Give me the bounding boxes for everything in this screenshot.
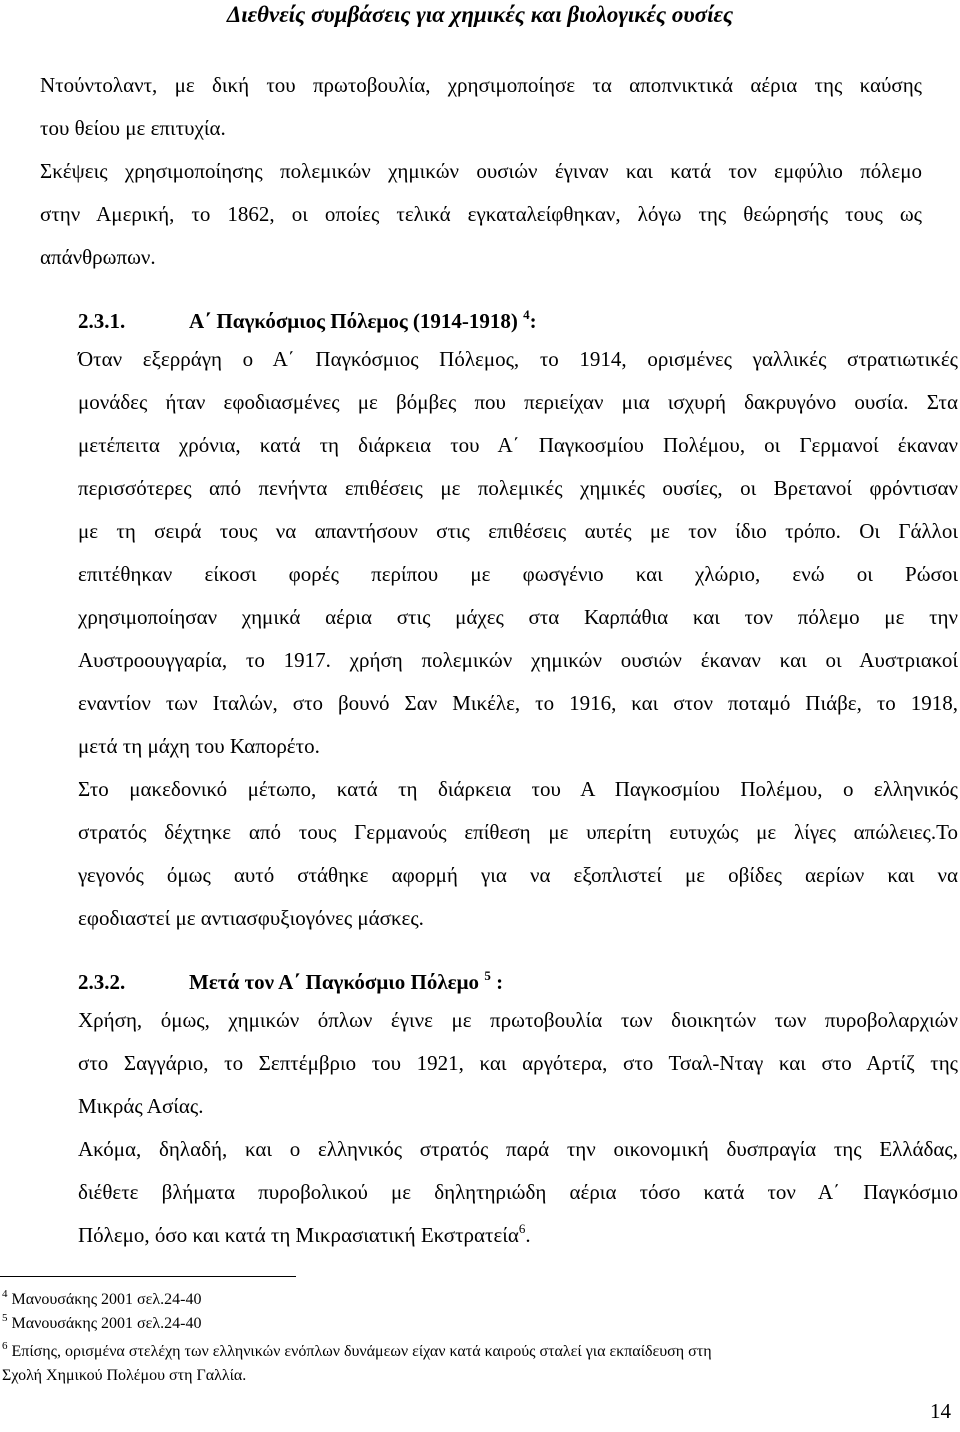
body-line: του θείου με επιτυχία. xyxy=(40,116,226,140)
footnote-text: Μανουσάκης 2001 σελ.24-40 xyxy=(11,1291,202,1308)
body-line: Μικράς Ασίας. xyxy=(78,1094,204,1118)
body-line: Ακόμα, δηλαδή, και ο ελληνικός στρατός παρά την οικονομική δυσπραγία της Ελλάδας, xyxy=(78,1137,958,1161)
body-line: Ντούντολαντ, με δική του πρωτοβουλία, χρησιμοποίησε τα αποπνικτικά αέρια της καύσης xyxy=(40,73,922,97)
body-line: Σκέψεις χρησιμοποίησης πολεμικών χημικών ουσιών έγιναν και κατά τον εμφύλιο πόλεμο xyxy=(40,159,922,183)
body-line: εναντίον των Ιταλών, στο βουνό Σαν Μικέλε, το 1916, και στον ποταμό Πιάβε, το 1918, xyxy=(78,691,958,715)
line-end: . xyxy=(525,1223,531,1247)
body-line xyxy=(78,1222,531,1248)
body-line: με τη σειρά τους να απαντήσουν στις επιθέσεις αυτές με τον ίδιο τρόπο. Οι Γάλλοι xyxy=(78,519,958,543)
heading-colon: : xyxy=(529,309,537,333)
body-line: μονάδες ήταν εφοδιασμένες με βόμβες που περιείχαν μια ισχυρή δακρυγόνο ουσία. Στα xyxy=(78,390,958,414)
heading-colon: : xyxy=(496,970,504,994)
footnote-number: 6 xyxy=(2,1340,8,1352)
body-line: Στο μακεδονικό μέτωπο, κατά τη διάρκεια του Α Παγκοσμίου Πολέμου, ο ελληνικός xyxy=(78,777,958,801)
footnote xyxy=(2,1342,712,1362)
footnote xyxy=(2,1290,201,1310)
body-line: Αυστροουγγαρία, το 1917. χρήση πολεμικών χημικών ουσιών έκαναν και οι Αυστριακοί xyxy=(78,648,958,672)
body-line: απάνθρωπων. xyxy=(40,245,156,269)
footnote-continuation: Σχολή Χημικού Πολέμου στη Γαλλία. xyxy=(2,1367,247,1384)
body-line: μετέπειτα χρόνια, κατά τη διάρκεια του Α΄ Παγκοσμίου Πολέμου, οι Γερμανοί έκαναν xyxy=(78,433,958,457)
running-header: Διεθνείς συμβάσεις για χημικές και βιολογικές ουσίες xyxy=(226,2,734,27)
footnote-number: 4 xyxy=(2,1288,8,1300)
section-number: 2.3.2. xyxy=(78,970,126,994)
body-line: γεγονός όμως αυτό στάθηκε αφορμή για να εξοπλιστεί με οβίδες αερίων και να xyxy=(78,863,958,887)
footnote-ref: 5 xyxy=(484,968,491,983)
section-heading-2-3-2 xyxy=(78,969,503,995)
section-number: 2.3.1. xyxy=(78,309,126,333)
body-line: επιτέθηκαν είκοσι φορές περίπου με φωσγένιο και χλώριο, ενώ οι Ρώσοι xyxy=(78,562,958,586)
body-line-text: Πόλεμο, όσο και κατά τη Μικρασιατική Εκστρατεία xyxy=(78,1223,519,1247)
body-line: διέθετε βλήματα πυροβολικού με δηλητηριώδη αέρια τόσο κατά τον Α΄ Παγκόσμιο xyxy=(78,1180,958,1204)
footnote xyxy=(2,1314,201,1334)
footnote-ref: 6 xyxy=(518,1221,526,1236)
body-line: μετά τη μάχη του Καπορέτο. xyxy=(78,734,320,758)
body-line: Χρήση, όμως, χημικών όπλων έγινε με πρωτοβουλία των διοικητών των πυροβολαρχιών xyxy=(78,1008,958,1032)
footnote-text: Μανουσάκης 2001 σελ.24-40 xyxy=(11,1315,202,1332)
body-line: στο Σαγγάριο, το Σεπτέμβριο του 1921, και αργότερα, στο Τσαλ-Νταγ και στο Αρτίζ της xyxy=(78,1051,958,1075)
body-line: εφοδιαστεί με αντιασφυξιογόνες μάσκες. xyxy=(78,906,424,930)
footnote-ref: 4 xyxy=(523,307,530,322)
footnote-separator xyxy=(0,1276,296,1277)
body-line: στρατός δέχτηκε από τους Γερμανούς επίθεση με υπερίτη ευτυχώς με λίγες απώλειες.Το xyxy=(78,820,958,844)
page-number: 14 xyxy=(930,1399,951,1423)
section-title: Μετά τον Α΄ Παγκόσμιο Πόλεμο xyxy=(189,970,480,994)
footnote-text: Επίσης, ορισμένα στελέχη των ελληνικών ενόπλων δυνάμεων είχαν κατά καιρούς σταλεί για εκπαίδευση στη xyxy=(11,1343,712,1360)
footnote-number: 5 xyxy=(2,1312,8,1324)
section-title: Α΄ Παγκόσμιος Πόλεμος (1914-1918) xyxy=(189,309,518,333)
body-line: στην Αμερική, το 1862, οι οποίες τελικά εγκαταλείφθηκαν, λόγω της θεώρησής τους ως xyxy=(40,202,922,226)
body-line: Όταν εξερράγη ο Α΄ Παγκόσμιος Πόλεμος, το 1914, ορισμένες γαλλικές στρατιωτικές xyxy=(78,347,958,371)
body-line: χρησιμοποίησαν χημικά αέρια στις μάχες στα Καρπάθια και τον πόλεμο με την xyxy=(78,605,958,629)
section-heading-2-3-1 xyxy=(78,308,537,334)
body-line: περισσότερες από πενήντα επιθέσεις με πολεμικές χημικές ουσίες, οι Βρετανοί φρόντισαν xyxy=(78,476,958,500)
